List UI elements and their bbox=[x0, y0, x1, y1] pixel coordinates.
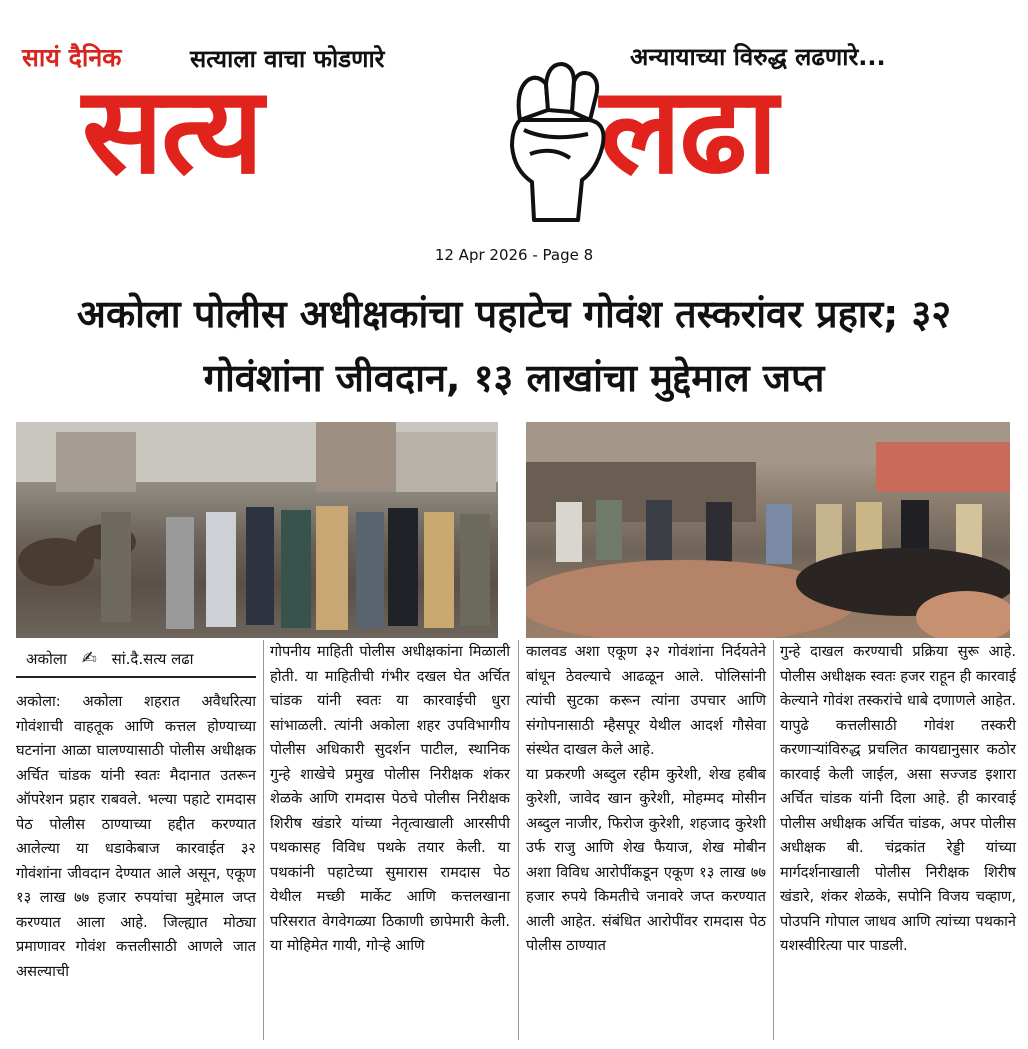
raised-fist-icon bbox=[490, 50, 620, 225]
edition-date-page: 12 Apr 2026 - Page 8 bbox=[434, 246, 594, 264]
logo-word-right: लढा bbox=[600, 62, 776, 201]
article-headline: अकोला पोलीस अधीक्षकांचा पहाटेच गोवंश तस्करांवर प्रहार; ३२ गोवंशांना जीवदान, १३ लाखांचा मुद्देमाल जप्त bbox=[76, 292, 952, 400]
logo-word-left: सत्य bbox=[82, 62, 262, 201]
article-column-1: अकोला: अकोला शहरात अवैधरित्या गोवंशाची वाहतूक आणि कत्तल होण्याच्या घटनांना आळा घालण्यासाठी पोलीस अधीक्षक अर्चित चांडक यांनी स्वतः मैदानात उतरून ऑपरेशन प्रहार राबवले. भल्या पहाटे रामदास पेठ पोलीस ठाण्याच्या हद्दीत करण्यात आलेल्या या धडाकेबाज कारवाईत ३२ गोवंशांना जीवदान देण्यात आले असून, एकूण १३ लाख ७७ हजार रुपयांचा मुद्देमाल जप्त करण्यात आला आहे. जिल्ह्यात मोठ्या प्रमाणावर गोवंश कत्तलीसाठी आणले जात असल्याची bbox=[16, 693, 256, 980]
article-column-4: गुन्हे दाखल करण्याची प्रक्रिया सुरू आहे. पोलीस अधीक्षक स्वतः हजर राहून ही कारवाई केल्याने गोवंश तस्करांचे धाबे दणाणले आहेत. यापुढे कत्तलीसाठी गोवंश तस्करी करणाऱ्यांविरुद्ध प्रचलित कायद्यानुसार कठोर कारवाई केली जाईल, असा सज्जड इशारा अर्चित चांडक यांनी दिला आहे. ही कारवाई पोलीस अधीक्षक अर्चित चांडक, अपर पोलीस अधीक्षक बी. चंद्रकांत रेड्डी यांच्या मार्गदर्शनाखाली पोलीस निरीक्षक शिरीष खंडारे, शंकर शेळके, सपोनि विजय चव्हाण, पोउपनि गोपाल जाधव आणि त्यांच्या पथकाने यशस्वीरित्या पार पाडली. bbox=[780, 643, 1016, 954]
article-column-2: गोपनीय माहिती पोलीस अधीक्षकांना मिळाली होती. या माहितीची गंभीर दखल घेत अर्चित चांडक यांनी स्वतः या कारवाईची धुरा सांभाळली. त्यांनी अकोला शहर उपविभागीय पोलीस अधिकारी सुदर्शन पाटील, स्थानिक गुन्हे शाखेचे प्रमुख पोलीस निरीक्षक शंकर शेळके आणि रामदास पेठचे पोलीस निरीक्षक शिरीष खंडारे यांच्या नेतृत्वाखाली आरसीपी पथकासह विविध पथके तयार केली. या पथकांनी पहाटेच्या सुमारास रामदास पेठ येथील मच्छी मार्केट आणि कत्तलखाना परिसरात वेगवेगळ्या ठिकाणी छापेमारी केली. या मोहिमेत गायी, गोऱ्हे आणि bbox=[270, 643, 510, 954]
column-divider bbox=[773, 640, 774, 1040]
edition-tagline: सायं दैनिक bbox=[22, 43, 122, 72]
byline-place: अकोला bbox=[26, 650, 67, 668]
byline-reporter: सां.दै.सत्य लढा bbox=[111, 650, 194, 668]
byline bbox=[26, 648, 256, 669]
column-divider bbox=[263, 640, 264, 1040]
byline-divider bbox=[16, 676, 256, 678]
article-column-3: कालवड अशा एकूण ३२ गोवंशांना निर्दयतेने बांधून ठेवल्याचे आढळून आले. पोलिसांनी त्यांची सुटका करून त्यांना उपचार आणि संगोपनासाठी म्हैसपूर येथील आदर्श गौसेवा संस्थेत दाखल केले आहे. या प्रकरणी अब्दुल रहीम कुरेशी, शेख हबीब कुरेशी, जावेद खान कुरेशी, मोहम्मद मोसीन अब्दुल नाजीर, फिरोज कुरेशी, शहजाद कुरेशी उर्फ राजु आणि शेख फैयाज, शेख मोबीन अशा विविध आरोपींकडून एकूण १३ लाख ७७ हजार रुपये किमतीचे जनावरे जप्त करण्यात आली आहेत. संबंधित आरोपींवर रामदास पेठ पोलीस ठाण्यात bbox=[526, 643, 766, 954]
rescued-cattle-photo bbox=[526, 422, 1010, 638]
police-team-photo bbox=[16, 422, 498, 638]
pen-icon: ✍ bbox=[81, 648, 97, 669]
slogan-left: सत्याला वाचा फोडणारे bbox=[190, 45, 385, 73]
slogan-right: अन्यायाच्या विरुद्ध लढणारे... bbox=[630, 43, 886, 71]
column-divider bbox=[518, 640, 519, 1040]
